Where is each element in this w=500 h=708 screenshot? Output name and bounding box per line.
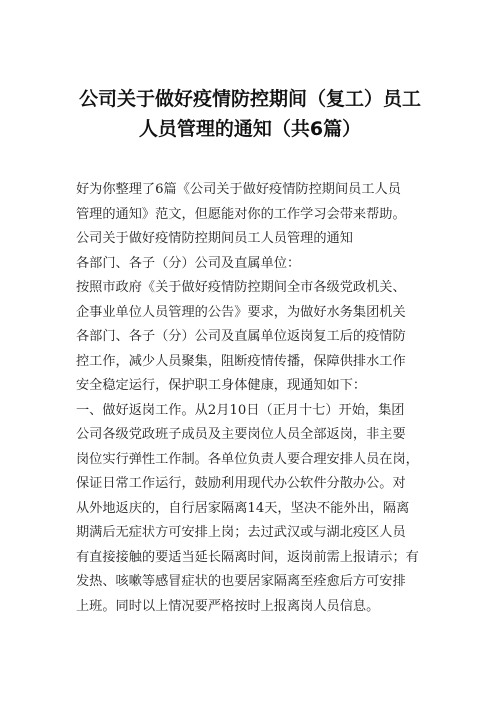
body-line: 发热、咳嗽等感冒症状的也要居家隔离至痊愈后方可安排 (76, 574, 406, 589)
body-line: 从外地返庆的，自行居家隔离14天，坚决不能外出，隔离 (76, 500, 410, 516)
body-line: 企事业单位人员管理的公告》要求，为做好水务集团机关 (76, 304, 406, 320)
body-line: 岗位实行弹性工作制。各单位负责人要合理安排人员在岗， (76, 451, 419, 467)
body-line: 各部门、各子（分）公司及直属单位： (76, 255, 301, 271)
body-line: 好为你整理了6篇《公司关于做好疫情防控期间员工人员 (76, 182, 401, 197)
body-line: 各部门、各子（分）公司及直属单位返岗复工后的疫情防 (76, 329, 406, 344)
body-line: 安全稳定运行，保护职工身体健康，现通知如下： (76, 378, 367, 393)
body-line: 期满后无症状方可安排上岗；去过武汉或与湖北疫区人员 (76, 525, 406, 540)
document-title-line-2: 人员管理的通知（共6篇） (138, 118, 362, 140)
body-line: 公司关于做好疫情防控期间员工人员管理的通知 (76, 231, 353, 246)
body-line: 控工作，减少人员聚集，阻断疫情传播，保障供排水工作 (76, 353, 406, 369)
body-line: 管理的通知》范文，但愿能对你的工作学习会带来帮助。 (76, 206, 406, 222)
body-line: 一、做好返岗工作。从2月10日（正月十七）开始，集团 (76, 402, 405, 418)
body-line: 按照市政府《关于做好疫情防控期间全市各级党政机关、 (76, 280, 406, 295)
body-line: 保证日常工作运行，鼓励利用现代办公软件分散办公。对 (76, 476, 406, 491)
body-line: 上班。同时以上情况要严格按时上报离岗人员信息。 (76, 598, 380, 614)
document-title-line-1: 公司关于做好疫情防控期间（复工）员工 (78, 88, 421, 110)
body-line: 公司各级党政班子成员及主要岗位人员全部返岗，非主要 (76, 427, 406, 442)
document-body (76, 178, 436, 619)
body-line: 有直接接触的要适当延长隔离时间，返岗前需上报请示；有 (76, 549, 419, 565)
